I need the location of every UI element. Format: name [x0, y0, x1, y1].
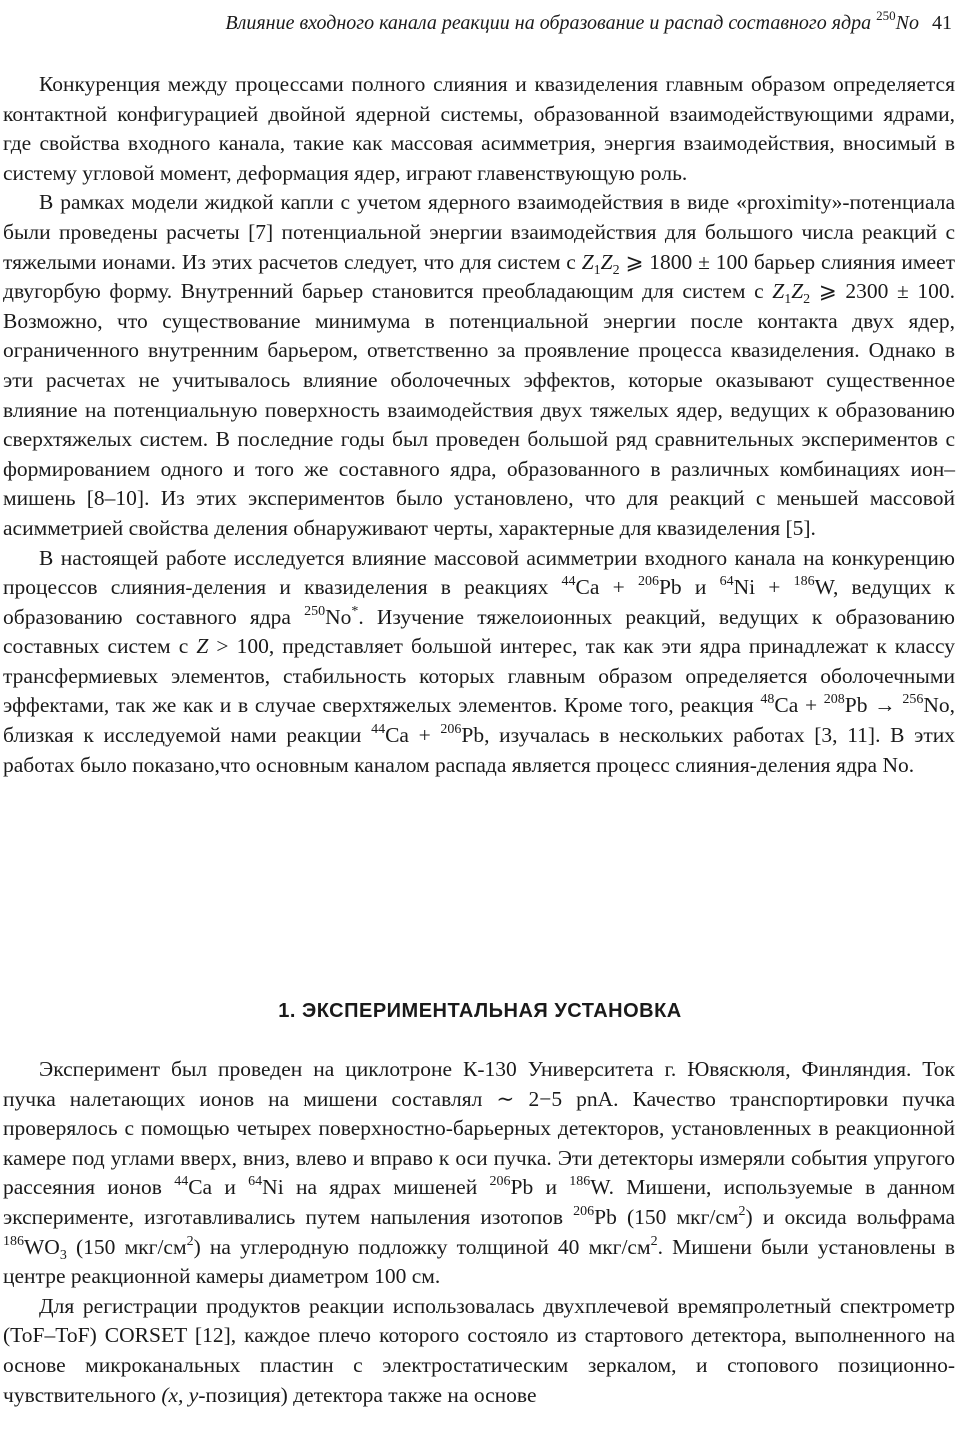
superscript-2: 2: [738, 1203, 746, 1219]
excited-star: *: [351, 603, 359, 619]
isotope-mass: 208: [823, 692, 845, 708]
math-sub-2: 2: [803, 292, 811, 308]
plus-sign: +: [599, 575, 638, 600]
element-symbol: Ni: [262, 1175, 284, 1200]
math-z: Z: [196, 634, 209, 659]
math-z: Z: [581, 249, 594, 274]
element-symbol: Pb: [594, 1204, 617, 1229]
isotope-mass: 186: [569, 1174, 591, 1190]
isotope-mass: 44: [371, 722, 386, 738]
isotope-mass: 48: [760, 692, 775, 708]
isotope-mass: 256: [902, 692, 924, 708]
paragraph-5-text-b: -позиция) детектора также на основе: [198, 1382, 537, 1407]
plus-sign: +: [408, 723, 441, 748]
element-symbol: W: [590, 1175, 609, 1200]
element-symbol: Pb: [510, 1175, 534, 1200]
paragraph-4-text-i: . Мишени были установлены в центре реакционной камеры диаметром 100 см.: [3, 1234, 955, 1289]
plus-sign: +: [798, 693, 824, 718]
element-symbol: Ca: [385, 723, 409, 748]
math-z: Z: [791, 279, 804, 304]
page-number: 41: [932, 12, 952, 34]
math-condition-z: > 100: [208, 634, 269, 659]
paragraph-3-text-c: . Изучение тяжелоионных реакций, ведущих к образованию составных систем с: [3, 604, 955, 659]
math-sub-1: 1: [593, 262, 601, 278]
element-symbol: Ca: [774, 693, 799, 718]
paragraph-4-text-a: Эксперимент был проведен на циклотроне К-130 Университета г. Ювяскюля, Финляндия. Ток пучка налетающих ионов на мишени составлял: [3, 1057, 955, 1111]
isotope-mass: 44: [174, 1174, 189, 1190]
isotope-mass: 206: [637, 574, 659, 590]
paragraph-4-text-d: . Мишени, используемые в данном эксперименте, изготавливались путем напыления изотопов: [3, 1175, 956, 1229]
element-symbol: Ni: [733, 575, 756, 600]
isotope-mass: 44: [561, 574, 576, 590]
isotope-mass: 186: [793, 574, 815, 590]
paragraph-4-text-g: (150 мкг/см: [66, 1234, 187, 1259]
paragraph-3-text-e: , близкая к исследуемой нами реакции: [3, 693, 955, 748]
running-header: [0, 4, 952, 35]
isotope-mass: 250: [304, 603, 326, 619]
paragraph-4-text-e: (150 мкг/см: [616, 1204, 739, 1229]
element-symbol: Pb: [461, 723, 485, 748]
conjunction: и: [212, 1175, 249, 1200]
conjunction: и: [533, 1175, 570, 1200]
math-condition-1800: ⩾ 1800 ± 100: [619, 249, 748, 274]
element-symbol: W: [814, 575, 833, 600]
element-symbol: No: [325, 604, 352, 629]
math-sub-1: 1: [784, 292, 792, 308]
paragraph-4-text-c: на ядрах мишеней: [283, 1175, 490, 1200]
paragraph-5-text-a: Для регистрации продуктов реакции использовалась двухплечевой времяпролетный спектрометр (ToF–ToF) CORSET [12], каждое плечо которого состояло из стартового детектора, выполненного на основе микроканальных пластин с электростатическим зеркалом, и стопового позиционно-чувствительного: [3, 1293, 955, 1407]
arrow-icon: →: [867, 693, 903, 718]
section-heading: 1. ЭКСПЕРИМЕНТАЛЬНАЯ УСТАНОВКА: [278, 1000, 682, 1022]
math-xy: (x, y: [161, 1382, 199, 1407]
header-nucleus-mass: 250: [876, 8, 896, 23]
paragraph-3: [3, 544, 955, 781]
paragraph-3-text-a: В настоящей работе исследуется влияние массовой асимметрии входного канала на конкуренцию процессов слияния-деления и квазиделения в реакциях: [3, 545, 955, 600]
math-condition-2300: ⩾ 2300 ± 100.: [810, 279, 955, 304]
beam-current-range: ∼ 2−5: [496, 1086, 563, 1111]
element-symbol: No: [923, 693, 950, 718]
plus-sign: +: [755, 575, 794, 600]
body-text-lower: [3, 1055, 955, 1410]
paragraph-2-text-a: В рамках модели жидкой капли с учетом ядерного взаимодействия в виде «proximity»-потенциала были проведены расчеты [7] потенциальной энергии взаимодействия для большого числа реакций с тяжелыми ионами. Из этих расчетов следует, что для систем с: [3, 190, 955, 274]
math-sub-2: 2: [612, 262, 620, 278]
paragraph-2-text-c: Возможно, что существование минимума в потенциальной энергии после контакта двух ядер, ограниченного внутренним барьером, ответственно за проявление процесса квазиделения. Однако в эти расчетах не учитывалось влияние оболочечных эффектов, которые оказывают существенное влияние на потенциальную поверхность взаимодействия двух тяжелых ядер, ведущих к образованию сверхтяжелых систем. В последние годы был проведен большой ряд сравнительных экспериментов с формированием одного и того же составного ядра, образованного в различных комбинациях ион–мишень [8–10]. Из этих экспериментов было установлено, что для реакций с меньшей массовой асимметрией свойства деления обнаруживают черты, характерные для квазиделения [5].: [3, 308, 955, 540]
paragraph-3-text-b: , ведущих к образованию составного ядра: [3, 575, 955, 629]
isotope-mass: 64: [248, 1174, 263, 1190]
paragraph-4-text-b: pnA. Качество транспортировки пучка проверялось с помощью четырех поверхностно-барьерных детекторов, установленных в реакционной камере под углами вверх, вниз, влево и вправо к оси пучка. Эти детекторы измеряли события упругого рассеяния ионов: [3, 1086, 956, 1200]
body-text-upper: [3, 70, 955, 780]
superscript-2: 2: [186, 1233, 194, 1249]
superscript-2: 2: [650, 1233, 658, 1249]
paragraph-5: [3, 1292, 955, 1410]
element-symbol: Ca: [575, 575, 600, 600]
paragraph-2-text-b: барьер слияния имеет двугорбую форму. Внутренний барьер становится преобладающим для систем с: [3, 249, 955, 304]
paragraph-4-text-f: ) и оксида вольфрама: [745, 1204, 956, 1229]
isotope-mass: 206: [573, 1203, 595, 1219]
paragraph-4-text-h: ) на углеродную подложку толщиной 40 мкг/см: [193, 1234, 651, 1259]
math-z: Z: [772, 279, 785, 304]
paragraph-4: [3, 1055, 955, 1292]
paragraph-3-text-d: , представляет большой интерес, так как эти ядра принадлежат к классу трансфермиевых элементов, стабильность которых главным образом определяется оболочечными эффектами, так же как и в случае сверхтяжелых элементов. Кроме того, реакция: [3, 634, 955, 718]
header-nucleus-symbol: No: [895, 12, 919, 34]
paragraph-2: [3, 188, 955, 543]
paragraph-1: Конкуренция между процессами полного слияния и квазиделения главным образом определяется контактной конфигурацией двойной ядерной системы, образованной взаимодействующими ядрами, где свойства входного канала, такие как массовая асимметрия, энергия взаимодействия, вносимый в систему угловой момент, деформация ядер, играют главенствующую роль.: [3, 72, 955, 185]
isotope-mass: 186: [3, 1233, 24, 1249]
conjunction: и: [681, 575, 720, 600]
subscript-3: 3: [59, 1247, 67, 1263]
element-symbol: Pb: [658, 575, 682, 600]
header-title: Влияние входного канала реакции на образование и распад составного ядра: [225, 12, 872, 34]
chemical-formula: WO: [24, 1234, 60, 1259]
paragraph-3-text-f: , изучалась в нескольких работах [3, 11]. В этих работах было показано,что основным каналом распада является процесс слияния-деления ядра No.: [3, 723, 955, 777]
element-symbol: Pb: [844, 693, 868, 718]
element-symbol: Ca: [188, 1175, 213, 1200]
isotope-mass: 64: [719, 574, 734, 590]
isotope-mass: 206: [440, 722, 462, 738]
math-z: Z: [600, 249, 613, 274]
isotope-mass: 206: [489, 1174, 511, 1190]
